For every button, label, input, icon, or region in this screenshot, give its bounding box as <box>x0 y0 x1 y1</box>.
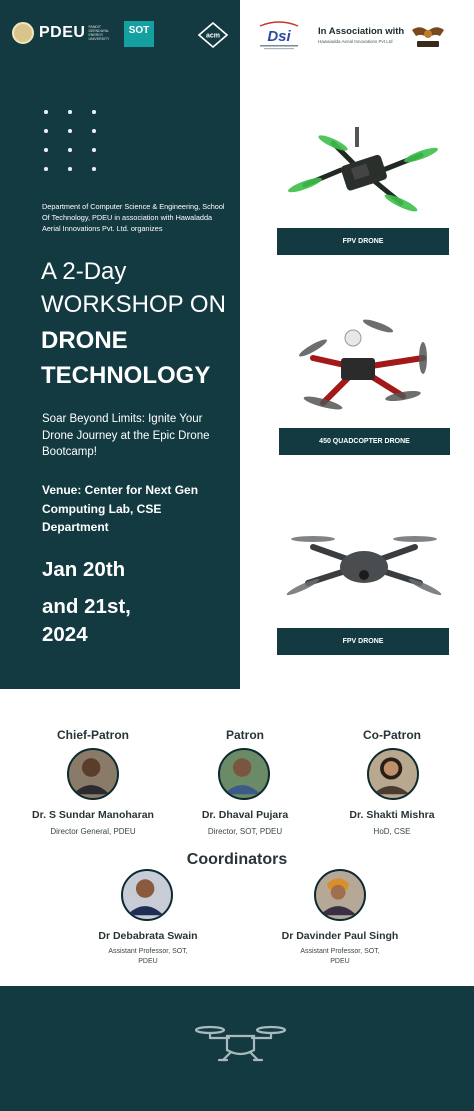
decorative-dots <box>44 110 100 170</box>
drone-label-2: 450 QUADCOPTER DRONE <box>279 428 450 455</box>
footer-band <box>0 986 474 1111</box>
decorative-dot <box>68 110 72 114</box>
hawaladda-logo <box>410 22 446 50</box>
acm-logo-text: acm <box>205 32 221 40</box>
coordinator-1-role-line2: PDEU <box>138 958 158 965</box>
title-line-1: A 2-Day <box>41 258 127 285</box>
person-silhouette-icon <box>123 871 171 919</box>
sot-logo-text: SOT <box>128 25 150 36</box>
event-info-panel <box>0 0 240 689</box>
coordinators-heading: Coordinators <box>186 851 288 868</box>
organizer-text: Department of Computer Science & Engineering, School Of Technology, PDEU in association with Hawaladda Aerial Innovations Pvt. Ltd. organizes <box>42 202 225 233</box>
co-patron-heading: Co-Patron <box>363 728 421 742</box>
coordinator-2-role-line1: Assistant Professor, SOT, <box>300 948 380 955</box>
tagline: Soar Beyond Limits: Ignite Your Drone Journey at the Epic Drone Bootcamp! <box>42 413 210 458</box>
date-line-3: 2024 <box>42 623 88 646</box>
drone-label-3: FPV DRONE <box>277 628 449 655</box>
patron-role: Director, SOT, PDEU <box>207 827 283 836</box>
co-patron-role: HoD, CSE <box>373 827 411 836</box>
dsi-logo-text: Dsi <box>267 28 291 45</box>
pdeu-seal-icon <box>12 22 34 44</box>
coordinator-2-avatar <box>314 869 366 921</box>
chief-patron-heading: Chief-Patron <box>57 728 129 742</box>
drone-outline-icon <box>193 1024 288 1062</box>
date-line-1: Jan 20th <box>42 558 126 581</box>
title-line-3: DRONE <box>41 327 128 354</box>
chief-patron-avatar <box>67 748 119 800</box>
pdeu-logo-subtext: PANDIT DEENDAYAL ENERGY UNIVERSITY <box>88 25 110 41</box>
patron-avatar <box>218 748 270 800</box>
decorative-dot <box>68 129 72 133</box>
sot-logo <box>124 21 154 47</box>
decorative-dot <box>68 148 72 152</box>
date-line-2: and 21st, <box>42 595 131 618</box>
decorative-dot <box>44 129 48 133</box>
co-patron-name: Dr. Shakti Mishra <box>349 809 435 821</box>
logo-bar <box>0 18 240 54</box>
pdeu-logo-text: PDEU <box>39 24 86 41</box>
chief-patron-role: Director General, PDEU <box>50 827 136 836</box>
person-silhouette-icon <box>220 750 268 798</box>
coordinator-2-name: Dr Davinder Paul Singh <box>281 930 399 942</box>
decorative-dot <box>68 167 72 171</box>
venue: Venue: Center for Next Gen Computing Lab, CSE Department <box>42 483 199 534</box>
person-silhouette-icon <box>369 750 417 798</box>
decorative-dot <box>92 129 96 133</box>
decorative-dot <box>44 110 48 114</box>
coordinator-2-role-line2: PDEU <box>330 958 350 965</box>
person-silhouette-icon <box>69 750 117 798</box>
patron-name: Dr. Dhaval Pujara <box>201 809 289 821</box>
decorative-dot <box>44 167 48 171</box>
co-patron-avatar <box>367 748 419 800</box>
title-line-2: WORKSHOP ON <box>41 291 226 318</box>
person-silhouette-icon <box>316 871 364 919</box>
coordinator-1-role-line1: Assistant Professor, SOT, <box>108 948 188 955</box>
dsi-logo <box>254 20 304 52</box>
decorative-dot <box>92 110 96 114</box>
fpv-drone-photo <box>283 125 443 220</box>
patron-heading: Patron <box>225 728 264 742</box>
pdeu-logo <box>12 22 112 44</box>
quadcopter-drone-photo <box>283 318 443 420</box>
decorative-dot <box>44 148 48 152</box>
association-subtitle: Hawaiadda Aerial Innovations Pvt Ltd <box>318 39 393 44</box>
coordinator-1-name: Dr Debabrata Swain <box>98 930 198 942</box>
dji-fpv-drone-photo <box>283 525 445 610</box>
association-title: In Association with <box>318 26 405 37</box>
coordinator-1-avatar <box>121 869 173 921</box>
drone-label-1: FPV DRONE <box>277 228 449 255</box>
chief-patron-name: Dr. S Sundar Manoharan <box>32 809 154 821</box>
title-line-4: TECHNOLOGY <box>41 362 211 389</box>
association-header <box>250 18 474 54</box>
decorative-dot <box>92 167 96 171</box>
acm-logo <box>198 22 228 48</box>
decorative-dot <box>92 148 96 152</box>
